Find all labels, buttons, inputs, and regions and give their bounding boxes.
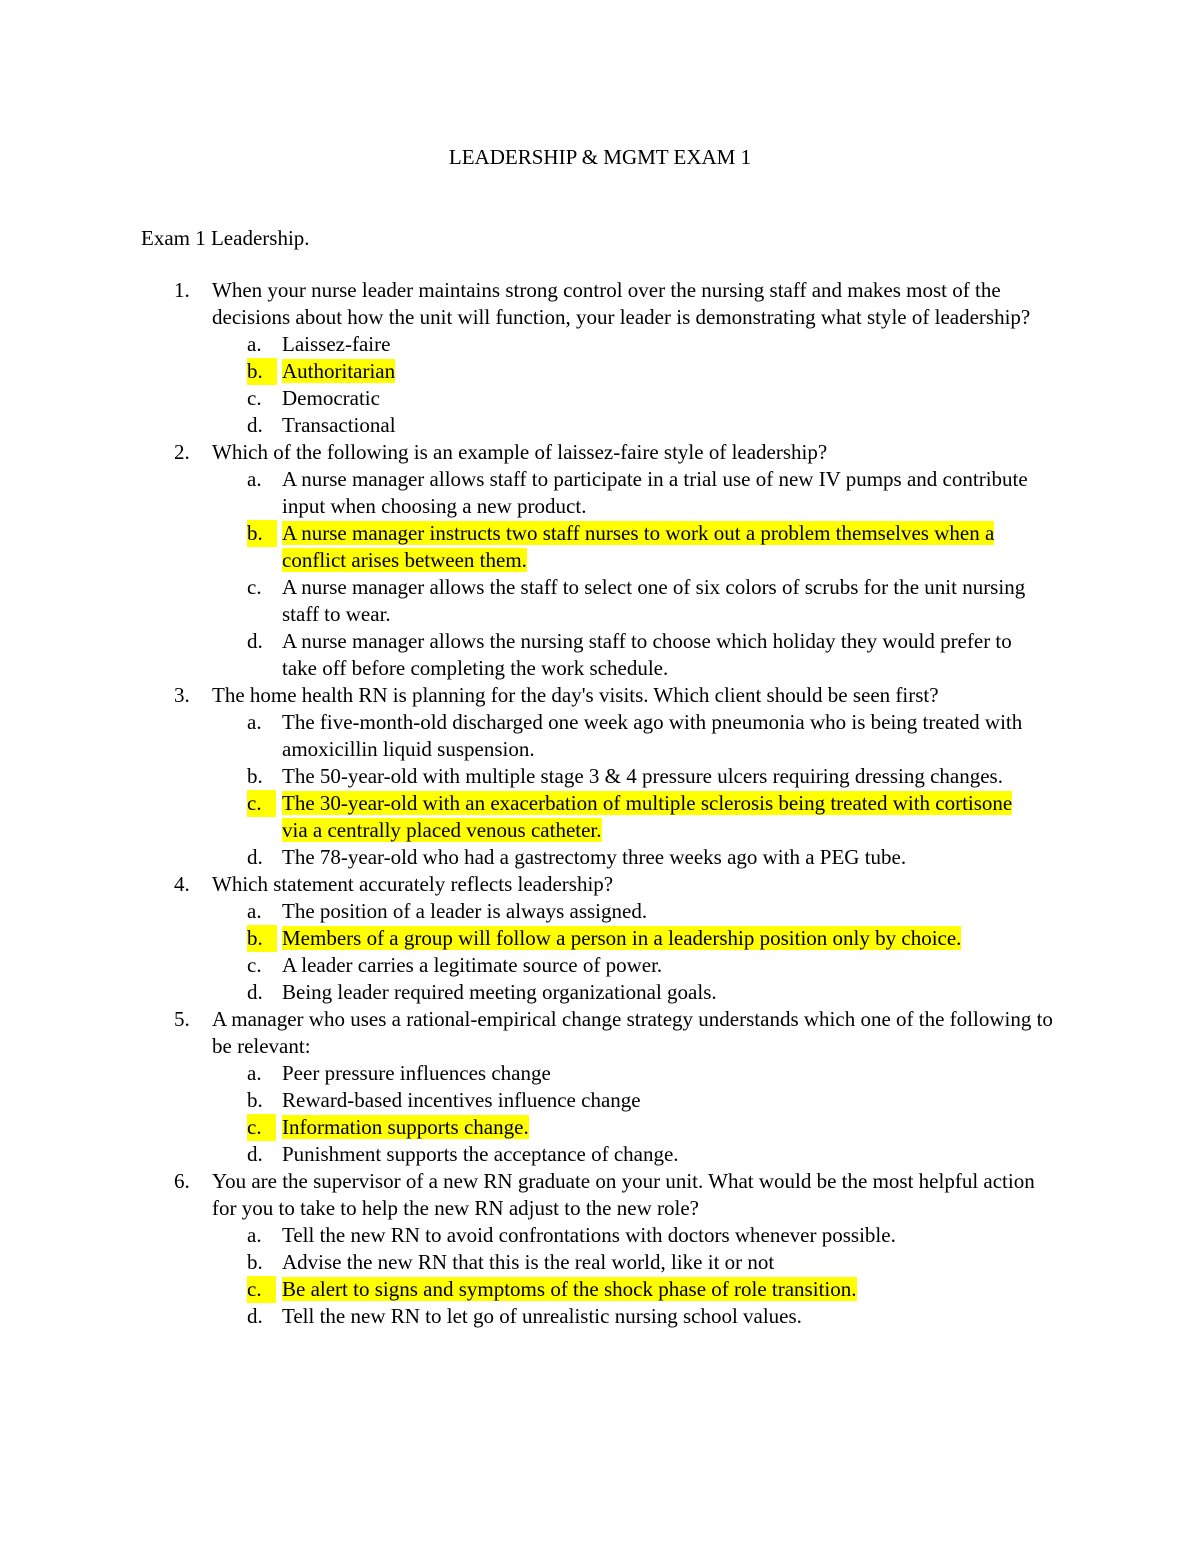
- option-letter: c.: [247, 1276, 276, 1303]
- option-d: [212, 844, 1042, 871]
- option-text: The 78-year-old who had a gastrectomy three weeks ago with a PEG tube.: [282, 845, 907, 869]
- option-list: [212, 709, 1062, 871]
- option-text: The five-month-old discharged one week ago with pneumonia who is being treated with amoxicillin liquid suspension.: [282, 710, 1023, 761]
- option-a: [212, 331, 1042, 358]
- option-letter: b.: [247, 358, 277, 385]
- option-list: [212, 466, 1062, 682]
- question-number: 4.: [174, 872, 190, 896]
- option-c: [212, 385, 1042, 412]
- option-letter: a.: [247, 899, 262, 923]
- option-letter: a.: [247, 467, 262, 491]
- option-text: A nurse manager allows the nursing staff to choose which holiday they would prefer to take off before completing the work schedule.: [282, 629, 1012, 680]
- option-c-highlighted-answer: [212, 1114, 1042, 1141]
- option-letter: c.: [247, 790, 276, 817]
- option-text: A nurse manager allows the staff to select one of six colors of scrubs for the unit nursing staff to wear.: [282, 575, 1026, 626]
- option-text: A nurse manager instructs two staff nurses to work out a problem themselves when a conflict arises between them.: [282, 521, 995, 572]
- option-letter: b.: [247, 1088, 263, 1112]
- option-text: A nurse manager allows staff to participate in a trial use of new IV pumps and contribute input when choosing a new product.: [282, 467, 1028, 518]
- question-list: [0, 277, 1200, 1330]
- option-letter: c.: [247, 953, 262, 977]
- option-letter: d.: [247, 1142, 263, 1166]
- option-a: [212, 466, 1042, 520]
- question-text: The home health RN is planning for the day's visits. Which client should be seen first?: [212, 683, 939, 707]
- option-b-highlighted-answer: [212, 358, 1042, 385]
- question-4: [0, 871, 1062, 1006]
- option-list: [212, 898, 1062, 1006]
- option-text: A leader carries a legitimate source of power.: [282, 953, 663, 977]
- question-number: 1.: [174, 278, 190, 302]
- option-text: Transactional: [282, 413, 396, 437]
- option-letter: a.: [247, 710, 262, 734]
- option-text: Punishment supports the acceptance of change.: [282, 1142, 679, 1166]
- question-5: [0, 1006, 1062, 1168]
- question-2: [0, 439, 1062, 682]
- option-b-highlighted-answer: [212, 925, 1042, 952]
- question-number: 2.: [174, 440, 190, 464]
- option-d: [212, 1141, 1042, 1168]
- question-text: You are the supervisor of a new RN graduate on your unit. What would be the most helpful action for you to take to help the new RN adjust to the new role?: [212, 1169, 1035, 1220]
- option-text: Peer pressure influences change: [282, 1061, 551, 1085]
- option-text: The position of a leader is always assigned.: [282, 899, 648, 923]
- option-letter: d.: [247, 413, 263, 437]
- option-letter: d.: [247, 629, 263, 653]
- option-d: [212, 412, 1042, 439]
- option-b: [212, 1087, 1042, 1114]
- option-text: Reward-based incentives influence change: [282, 1088, 641, 1112]
- option-text: Information supports change.: [282, 1115, 529, 1139]
- option-list: [212, 1222, 1062, 1330]
- option-letter: c.: [247, 1114, 276, 1141]
- option-text: Laissez-faire: [282, 332, 391, 356]
- option-text: Members of a group will follow a person in a leadership position only by choice.: [282, 926, 962, 950]
- option-c-highlighted-answer: [212, 1276, 1042, 1303]
- question-number: 5.: [174, 1007, 190, 1031]
- option-letter: b.: [247, 764, 263, 788]
- option-a: [212, 898, 1042, 925]
- question-text: Which of the following is an example of laissez-faire style of leadership?: [212, 440, 828, 464]
- option-a: [212, 1222, 1042, 1249]
- option-letter: b.: [247, 1250, 263, 1274]
- question-1: [0, 277, 1062, 439]
- question-text: A manager who uses a rational-empirical change strategy understands which one of the following to be relevant:: [212, 1007, 1053, 1058]
- option-text: The 50-year-old with multiple stage 3 & 4 pressure ulcers requiring dressing changes.: [282, 764, 1003, 788]
- option-list: [212, 331, 1062, 439]
- option-letter: b.: [247, 925, 277, 952]
- option-letter: c.: [247, 575, 262, 599]
- option-text: Democratic: [282, 386, 380, 410]
- option-text: Tell the new RN to let go of unrealistic nursing school values.: [282, 1304, 802, 1328]
- question-number: 3.: [174, 683, 190, 707]
- question-3: [0, 682, 1062, 871]
- option-text: Being leader required meeting organizational goals.: [282, 980, 717, 1004]
- question-6: [0, 1168, 1062, 1330]
- option-letter: c.: [247, 386, 262, 410]
- question-text: When your nurse leader maintains strong control over the nursing staff and makes most of the decisions about how the unit will function, your leader is demonstrating what style of leadership?: [212, 278, 1031, 329]
- option-a: [212, 1060, 1042, 1087]
- option-text: Tell the new RN to avoid confrontations with doctors whenever possible.: [282, 1223, 896, 1247]
- option-letter: a.: [247, 1061, 262, 1085]
- option-c: [212, 952, 1042, 979]
- option-b: [212, 1249, 1042, 1276]
- option-d: [212, 979, 1042, 1006]
- option-c: [212, 574, 1042, 628]
- option-letter: b.: [247, 520, 277, 547]
- section-heading: Exam 1 Leadership.: [141, 226, 310, 250]
- option-text: The 30-year-old with an exacerbation of multiple sclerosis being treated with cortisone via a centrally placed venous catheter.: [282, 791, 1013, 842]
- option-text: Advise the new RN that this is the real world, like it or not: [282, 1250, 775, 1274]
- option-text: Authoritarian: [282, 359, 396, 383]
- option-letter: d.: [247, 1304, 263, 1328]
- document-title: LEADERSHIP & MGMT EXAM 1: [448, 145, 752, 169]
- option-b-highlighted-answer: [212, 520, 1042, 574]
- question-text: Which statement accurately reflects leadership?: [212, 872, 614, 896]
- option-c-highlighted-answer: [212, 790, 1042, 844]
- option-letter: a.: [247, 1223, 262, 1247]
- question-number: 6.: [174, 1169, 190, 1193]
- option-d: [212, 628, 1042, 682]
- option-letter: a.: [247, 332, 262, 356]
- option-list: [212, 1060, 1062, 1168]
- option-letter: d.: [247, 845, 263, 869]
- option-d: [212, 1303, 1042, 1330]
- option-letter: d.: [247, 980, 263, 1004]
- option-a: [212, 709, 1042, 763]
- option-text: Be alert to signs and symptoms of the shock phase of role transition.: [282, 1277, 857, 1301]
- option-b: [212, 763, 1042, 790]
